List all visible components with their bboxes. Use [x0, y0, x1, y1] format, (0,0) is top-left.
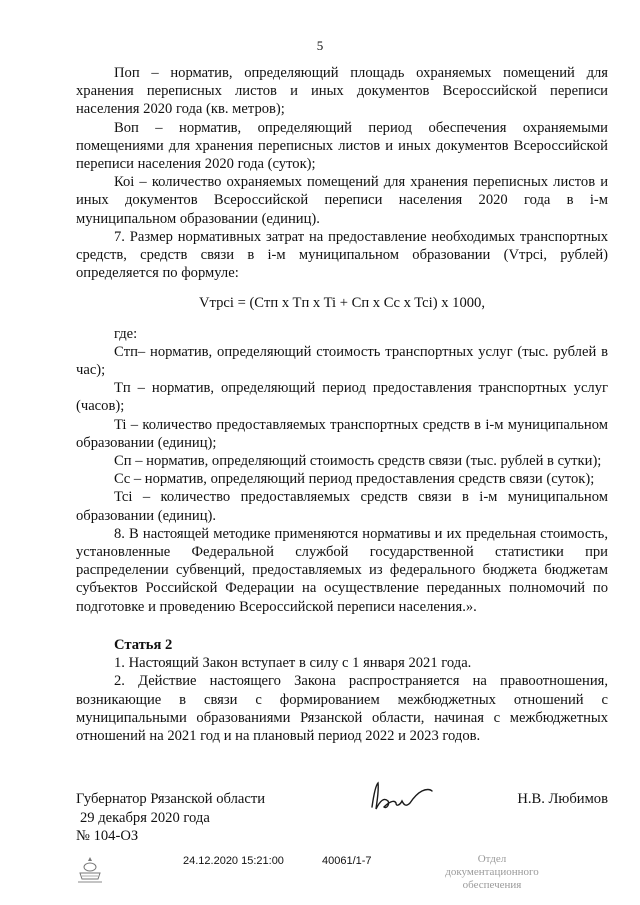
- definition-tci: Tci – количество предоставляемых средств связи в i-м муниципальном образовании (единиц).: [76, 489, 608, 524]
- paragraph-item-8: 8. В настоящей методике применяются нормативы и их предельная стоимость, установленные Федеральной службой государственной статистики при распределении субвенций, предоставляемых из федерального бюджета бюджетам субъектов Российской Федерации на осуществление переданных полномочий по подготовке и проведению Всероссийской переписи населения.».: [76, 525, 608, 615]
- formula: Vтрсi = (Cтп x Tп x Ti + Cп x Cc x Tci) x 1000,: [199, 295, 485, 312]
- article-item-2: 2. Действие настоящего Закона распространяется на правоотношения, возникающие в связи с формированием межбюджетных отношений с муниципальными образованиями Рязанской области, начиная с межбюджетных отношений на 2021 год и на плановый период 2022 и 2023 годов.: [76, 673, 608, 744]
- department-line-1: Отдел документационного: [445, 853, 539, 878]
- article-item-1: 1. Настоящий Закон вступает в силу с 1 января 2021 года.: [114, 655, 472, 672]
- definition-ctp: Cтп– норматив, определяющий стоимость транспортных услуг (тыс. рублей в час);: [76, 343, 608, 379]
- governor-title: Губернатор Рязанской области: [76, 791, 266, 807]
- signing-date: 29 декабря 2020 года: [80, 810, 210, 826]
- article-title: Статья 2: [114, 636, 173, 653]
- definition-ti: Ti – количество предоставляемых транспортных средств в i-м муниципальном образовании (единиц);: [76, 416, 608, 451]
- paragraph-vop: Воп – норматив, определяющий период обеспечения охраняемыми помещениями для хранения переписных листов и иных документов Всероссийской переписи населения 2020 года (суток);: [76, 119, 608, 173]
- registration-code: 40061/1-7: [322, 855, 372, 867]
- handwritten-signature: [366, 777, 436, 817]
- where-label: где:: [114, 325, 138, 342]
- paragraph-pop: Поп – норматив, определяющий площадь охраняемых помещений для хранения переписных листов и иных документов Всероссийской переписи населения 2020 года (кв. метров);: [76, 65, 608, 118]
- paragraph-item-7: 7. Размер нормативных затрат на предоставление необходимых транспортных средств, средств связи в i-м муниципальном образовании (Vтрсi, рублей) определяется по формуле:: [76, 228, 608, 282]
- emblem-logo-icon: [76, 855, 104, 885]
- page-number: 5: [316, 38, 324, 53]
- footer-stamp: [0, 855, 640, 895]
- definition-cc: Cc – норматив, определяющий период предоставления средств связи (суток);: [114, 471, 595, 488]
- governor-name: Н.В. Любимов: [517, 791, 608, 807]
- document-body: [76, 64, 608, 745]
- department-line-2: обеспечения: [462, 879, 522, 891]
- law-number: № 104-ОЗ: [76, 828, 139, 844]
- department-stamp: [432, 853, 552, 892]
- paragraph-koi: Коi – количество охраняемых помещений для хранения переписных листов и иных документов Всероссийской переписи населения 2020 года в i-м муниципальном образовании (единиц).: [76, 174, 608, 227]
- definition-tp: Tп – норматив, определяющий период предоставления транспортных услуг (часов);: [76, 380, 608, 415]
- definition-cp: Cп – норматив, определяющий стоимость средств связи (тыс. рублей в сутки);: [114, 453, 602, 470]
- registration-timestamp: 24.12.2020 15:21:00: [183, 855, 284, 867]
